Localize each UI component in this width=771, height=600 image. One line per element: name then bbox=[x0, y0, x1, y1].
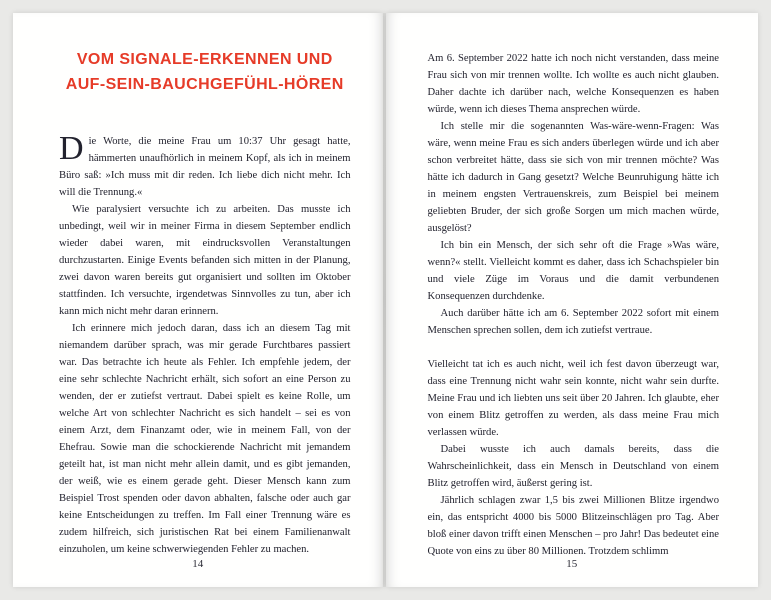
paragraph: Vielleicht tat ich es auch nicht, weil ich fest davon überzeugt war, dass eine Trennung nicht wahr sein konnte, nicht wahr sein durfte. Meine Frau und ich liebten uns seit über 20 Jahren. Ich glaubte, eher von einem Blitz getroffen zu werden, als dass meine Frau mich verlassen würde. bbox=[427, 359, 719, 438]
paragraph: Jährlich schlagen zwar 1,5 bis zwei Millionen Blitze irgendwo ein, das entspricht 4000 bis 5000 Blitzeinschlägen pro Tag. Aber bloß einer davon trifft einen Menschen – pro Jahr! Das bedeutet eine Quote von eins zu über 80 Millionen. Trotzdem schlimm bbox=[427, 495, 719, 557]
page-number-right: 15 bbox=[566, 558, 578, 570]
paragraph: Ich stelle mir die sogenannten Was-wäre-wenn-Fragen: Was wäre, wenn meine Frau es sich anders überlegen würde und ich aber schon verbreitet hätte, dass sie sich von mir trennen möchte? Was hätte ich dadurch in Gang gesetzt? Welche Beunruhigung hätte ich in meinem engsten Vertrauenskreis, zum Beispiel bei meinem geliebten Bruder, der sich große Sorgen um mich machen würde, ausgelöst? bbox=[427, 121, 719, 234]
paragraph: Wie paralysiert versuchte ich zu arbeiten. Das musste ich unbedingt, weil wir in meiner Firma in diesem September endlich wieder dabei waren, mit eindrucksvollen Veranstaltungen durchzustarten. Einige Events befanden sich mitten in der Planung, zwei davon waren bereits gut organisiert und sollten im Oktober stattfinden. Ich versuchte, irgendetwas Sinnvolles zu tun, aber ich kann mich nicht mehr daran erinnern. bbox=[59, 204, 351, 317]
right-page bbox=[386, 13, 759, 587]
right-page-body bbox=[428, 50, 720, 560]
page-number-left: 14 bbox=[192, 558, 204, 570]
paragraph: Ich bin ein Mensch, der sich sehr oft die Frage »Was wäre, wenn?« stellt. Vielleicht kommt es daher, dass ich Schachspieler bin und viele Züge im Voraus und die damit verbundenen Konsequenzen durchdenke. bbox=[427, 240, 719, 302]
left-page bbox=[13, 13, 383, 587]
left-page-body bbox=[59, 130, 351, 558]
paragraph: Ich erinnere mich jedoch daran, dass ich an diesem Tag mit niemandem darüber sprach, was mir gerade Furchtbares passiert war. Das betrachte ich heute als Fehler. Ich empfehle jedem, der eine sehr schlechte Nachricht erhält, sich sofort an eine Person zu wenden, der er zutiefst vertraut. Dabei spielt es keine Rolle, um welche Art von schlechter Nachricht es sich handelt – sei es von einem Arzt, dem Finanzamt oder, wie in meinem Fall, von der Ehefrau. Sowie man die schockierende Nachricht mit jemandem geteilt hat, ist man nicht mehr allein damit, und es gibt jemanden, der weiß, wie es einem gerade geht. Dieser Mensch kann zum Beispiel Trost spenden oder davon abhalten, falsche oder auch gar keine Entscheidungen zu treffen. Im Fall einer Trennung wäre es zudem hilfreich, sich juristischen Rat bei einem Familienanwalt einzuholen, um keine schwerwiegenden Fehler zu machen. bbox=[59, 323, 351, 555]
chapter-title-line-2: AUF-SEIN-BAUCHGEFÜHL-HÖREN bbox=[65, 76, 344, 93]
chapter-title-line-1: VOM SIGNALE-ERKENNEN UND bbox=[76, 51, 333, 68]
paragraph: Die Worte, die meine Frau um 10:37 Uhr gesagt hatte, hämmerten unaufhörlich in meinem Kopf, als ich in meinem Büro saß: »Ich muss mit dir reden. Ich liebe dich nicht mehr. Ich will die Trennung.« bbox=[59, 130, 351, 198]
paragraph: Auch darüber hätte ich am 6. September 2022 sofort mit einem Menschen sprechen sollen, dem ich zutiefst vertraue. bbox=[427, 308, 719, 336]
chapter-title bbox=[59, 47, 351, 97]
paragraph: Dabei wusste ich auch damals bereits, dass die Wahrscheinlichkeit, dass ein Mensch in Deutschland von einem Blitz getroffen wird, äußerst gering ist. bbox=[427, 444, 719, 489]
paragraph: Am 6. September 2022 hatte ich noch nicht verstanden, dass meine Frau sich von mir trennen wollte. Ich wollte es auch nicht glauben. Daher dachte ich darüber nach, welche Konsequenzen es haben würde, wenn ich dieses Thema ansprechen würde. bbox=[427, 53, 719, 115]
